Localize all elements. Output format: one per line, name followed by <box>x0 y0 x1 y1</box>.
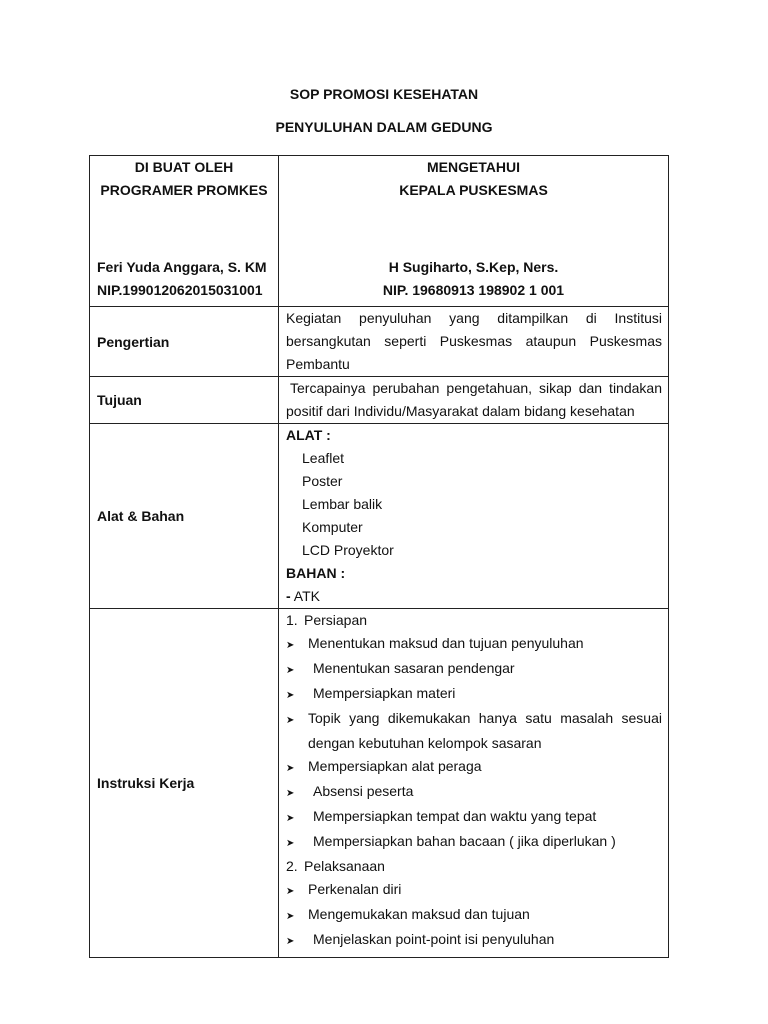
section-title: Persiapan <box>304 612 368 628</box>
pengertian-label-cell <box>90 307 279 377</box>
list-item <box>286 657 662 682</box>
arrow-bullet-icon: ➤ <box>286 788 295 799</box>
alat-item: Lembar balik <box>302 496 383 512</box>
tujuan-text-cell <box>279 377 669 424</box>
list-item-text: Mempersiapkan alat peraga <box>308 758 482 774</box>
list-item-text: Mengemukakan maksud dan tujuan <box>308 906 530 922</box>
alat-bahan-content-cell <box>279 424 669 609</box>
arrow-bullet-icon: ➤ <box>286 715 295 726</box>
section-heading <box>286 855 662 878</box>
list-item-text: Mempersiapkan bahan bacaan ( jika diperlukan ) <box>313 833 616 849</box>
alat-item: Leaflet <box>302 450 345 466</box>
pengertian-row <box>90 307 669 377</box>
approved-by-label: MENGETAHUI <box>426 159 521 175</box>
signature-right-cell <box>279 156 669 307</box>
list-item <box>286 928 662 953</box>
list-item-text: Menentukan maksud dan tujuan penyuluhan <box>308 635 584 651</box>
tujuan-row <box>90 377 669 424</box>
tujuan-label-cell <box>90 377 279 424</box>
alat-bahan-label-cell <box>90 424 279 609</box>
arrow-bullet-icon: ➤ <box>286 886 295 897</box>
arrow-bullet-icon: ➤ <box>286 640 295 651</box>
bahan-dash: - <box>286 588 291 604</box>
bahan-item-label: ATK <box>293 588 320 604</box>
alat-item: LCD Proyektor <box>302 542 394 558</box>
list-item <box>286 805 662 830</box>
instruksi-label: Instruksi Kerja <box>97 775 195 791</box>
list-item-text: Topik yang dikemukakan hanya satu masalah sesuai <box>308 710 662 726</box>
document-title: SOP PROMOSI KESEHATAN <box>289 86 479 102</box>
list-item <box>286 903 662 928</box>
list-item-text: Menentukan sasaran pendengar <box>313 660 515 676</box>
list-item <box>286 830 662 855</box>
instruksi-row <box>90 609 669 958</box>
signature-left-cell <box>90 156 279 307</box>
made-by-name: Feri Yuda Anggara, S. KM <box>97 259 267 275</box>
made-by-label: DI BUAT OLEH <box>134 159 234 175</box>
list-item <box>286 682 662 707</box>
list-item-continuation: dengan kebutuhan kelompok sasaran <box>308 735 542 751</box>
alat-bahan-row <box>90 424 669 609</box>
list-item <box>286 780 662 805</box>
list-item-text: Menjelaskan point-point isi penyuluhan <box>313 931 555 947</box>
alat-item: Komputer <box>302 519 363 535</box>
bahan-heading: BAHAN : <box>286 565 346 581</box>
list-item-text: Absensi peserta <box>313 783 414 799</box>
section-heading <box>286 609 662 632</box>
arrow-bullet-icon: ➤ <box>286 763 295 774</box>
section-title: Pelaksanaan <box>304 858 385 874</box>
section-number: 2. <box>286 858 298 874</box>
arrow-bullet-icon: ➤ <box>286 665 295 676</box>
arrow-bullet-icon: ➤ <box>286 911 295 922</box>
arrow-bullet-icon: ➤ <box>286 936 295 947</box>
list-item <box>286 632 662 657</box>
alat-item: Poster <box>302 473 343 489</box>
arrow-bullet-icon: ➤ <box>286 690 295 701</box>
approved-by-name: H Sugiharto, S.Kep, Ners. <box>388 259 559 275</box>
signature-row <box>90 156 669 307</box>
arrow-bullet-icon: ➤ <box>286 838 295 849</box>
list-item-text: Mempersiapkan tempat dan waktu yang tepat <box>313 808 597 824</box>
instruksi-label-cell <box>90 609 279 958</box>
alat-heading: ALAT : <box>286 427 331 443</box>
section-number: 1. <box>286 612 298 628</box>
instruksi-content-cell <box>279 609 669 958</box>
alat-bahan-label: Alat & Bahan <box>97 508 185 524</box>
list-item <box>286 878 662 903</box>
bahan-item <box>286 585 662 608</box>
pengertian-label: Pengertian <box>97 333 170 350</box>
list-item-text: Mempersiapkan materi <box>313 685 456 701</box>
list-item <box>286 707 662 732</box>
approved-by-role: KEPALA PUSKESMAS <box>399 182 548 198</box>
approved-by-nip: NIP. 19680913 198902 1 001 <box>382 282 565 298</box>
made-by-nip: NIP.199012062015031001 <box>97 282 263 298</box>
document-subtitle: PENYULUHAN DALAM GEDUNG <box>275 119 493 135</box>
tujuan-label: Tujuan <box>97 392 142 408</box>
list-item-text: Perkenalan diri <box>308 881 402 897</box>
arrow-bullet-icon: ➤ <box>286 813 295 824</box>
tujuan-text: Tercapainya perubahan pengetahuan, sikap dan tindakan positif dari Individu/Masyarakat dalam bidang kesehatan <box>286 380 662 419</box>
pengertian-text-cell <box>279 307 669 377</box>
made-by-role: PROGRAMER PROMKES <box>100 182 268 198</box>
sop-table <box>89 155 669 958</box>
list-item <box>286 755 662 780</box>
pengertian-text: Kegiatan penyuluhan yang ditampilkan di Institusi bersangkutan seperti Puskesmas ataupun Puskesmas Pembantu <box>286 310 662 372</box>
